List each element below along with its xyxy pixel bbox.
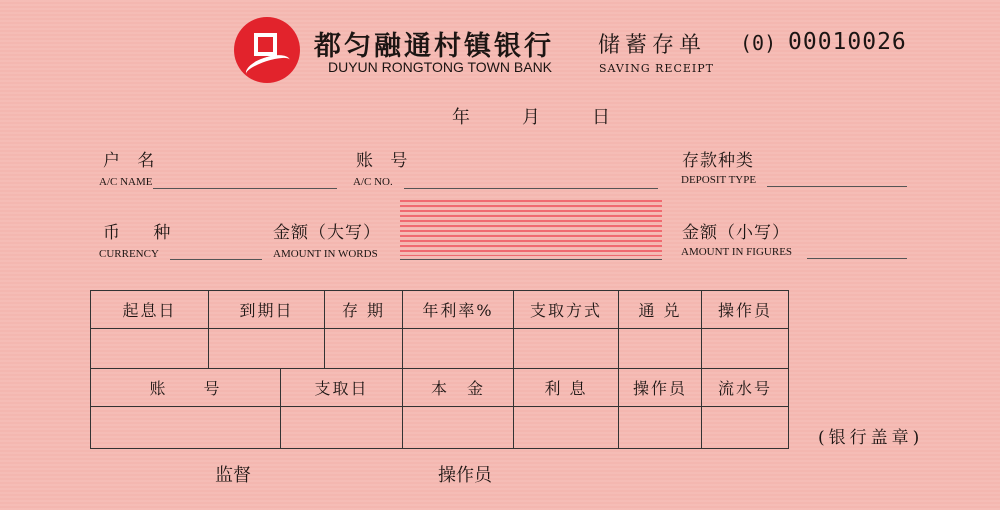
- date-month-label: 月: [522, 107, 540, 128]
- account-name-label-cn: 户 名: [103, 151, 161, 171]
- cell-start-date[interactable]: [91, 329, 209, 369]
- header-annual-rate: 年利率%: [403, 291, 514, 329]
- account-name-label-en: A/C NAME: [99, 176, 153, 188]
- account-no-field[interactable]: [404, 188, 658, 189]
- cell-annual-rate[interactable]: [403, 329, 514, 369]
- cell-interest[interactable]: [514, 407, 619, 449]
- header-principal: 本 金: [403, 369, 514, 407]
- header-maturity-date: 到期日: [209, 291, 325, 329]
- header-start-date: 起息日: [91, 291, 209, 329]
- currency-label-cn: 币 种: [103, 223, 185, 243]
- receipt-title-en: SAVING RECEIPT: [599, 62, 714, 75]
- header-withdrawal-method: 支取方式: [514, 291, 619, 329]
- amount-figures-label-cn: 金额（小写）: [682, 223, 790, 243]
- date-day-label: 日: [592, 107, 610, 128]
- header-interest: 利 息: [514, 369, 619, 407]
- amount-words-label-cn: 金额（大写）: [273, 223, 381, 243]
- amount-words-label-en: AMOUNT IN WORDS: [273, 248, 378, 260]
- amount-figures-label-en: AMOUNT IN FIGURES: [681, 246, 793, 258]
- operator-label: 操作员: [438, 465, 492, 486]
- account-no-label-cn: 账 号: [356, 151, 414, 171]
- account-name-field[interactable]: [153, 188, 337, 189]
- bank-name-en: DUYUN RONGTONG TOWN BANK: [328, 59, 553, 75]
- serial-number: 00010026: [788, 29, 907, 55]
- header-serial-no: 流水号: [702, 369, 789, 407]
- deposit-details-table: [90, 290, 789, 449]
- cell-withdrawal-date[interactable]: [281, 407, 403, 449]
- deposit-type-label-en: DEPOSIT TYPE: [681, 174, 757, 186]
- cell-withdrawal-method[interactable]: [514, 329, 619, 369]
- currency-label-en: CURRENCY: [99, 248, 159, 260]
- cell-principal[interactable]: [403, 407, 514, 449]
- header-account-no: 账 号: [91, 369, 281, 407]
- amount-words-underline: [400, 259, 662, 260]
- date-year-label: 年: [452, 107, 470, 128]
- bank-logo-icon: [234, 17, 300, 83]
- serial-prefix: (0): [740, 31, 777, 55]
- header-withdrawal-date: 支取日: [281, 369, 403, 407]
- cell-account-no[interactable]: [91, 407, 281, 449]
- deposit-type-field[interactable]: [767, 186, 907, 187]
- cell-universal-exchange[interactable]: [619, 329, 702, 369]
- cell-serial-no[interactable]: [702, 407, 789, 449]
- currency-field[interactable]: [170, 259, 262, 260]
- header-operator-1: 操作员: [702, 291, 789, 329]
- bank-name-cn: 都匀融通村镇银行: [314, 31, 554, 62]
- cell-maturity-date[interactable]: [209, 329, 325, 369]
- receipt-title-cn: 储蓄存单: [598, 33, 707, 58]
- header-term: 存 期: [325, 291, 403, 329]
- supervisor-label: 监督: [215, 465, 251, 486]
- account-no-label-en: A/C NO.: [353, 176, 393, 188]
- amount-words-anti-counterfeit-field[interactable]: [400, 200, 662, 256]
- amount-figures-field[interactable]: [807, 258, 907, 259]
- cell-term[interactable]: [325, 329, 403, 369]
- bank-seal-label: (银行盖章): [818, 428, 924, 448]
- cell-operator-2[interactable]: [619, 407, 702, 449]
- header-operator-2: 操作员: [619, 369, 702, 407]
- cell-operator-1[interactable]: [702, 329, 789, 369]
- deposit-type-label-cn: 存款种类: [682, 151, 754, 171]
- header-universal-exchange: 通 兑: [619, 291, 702, 329]
